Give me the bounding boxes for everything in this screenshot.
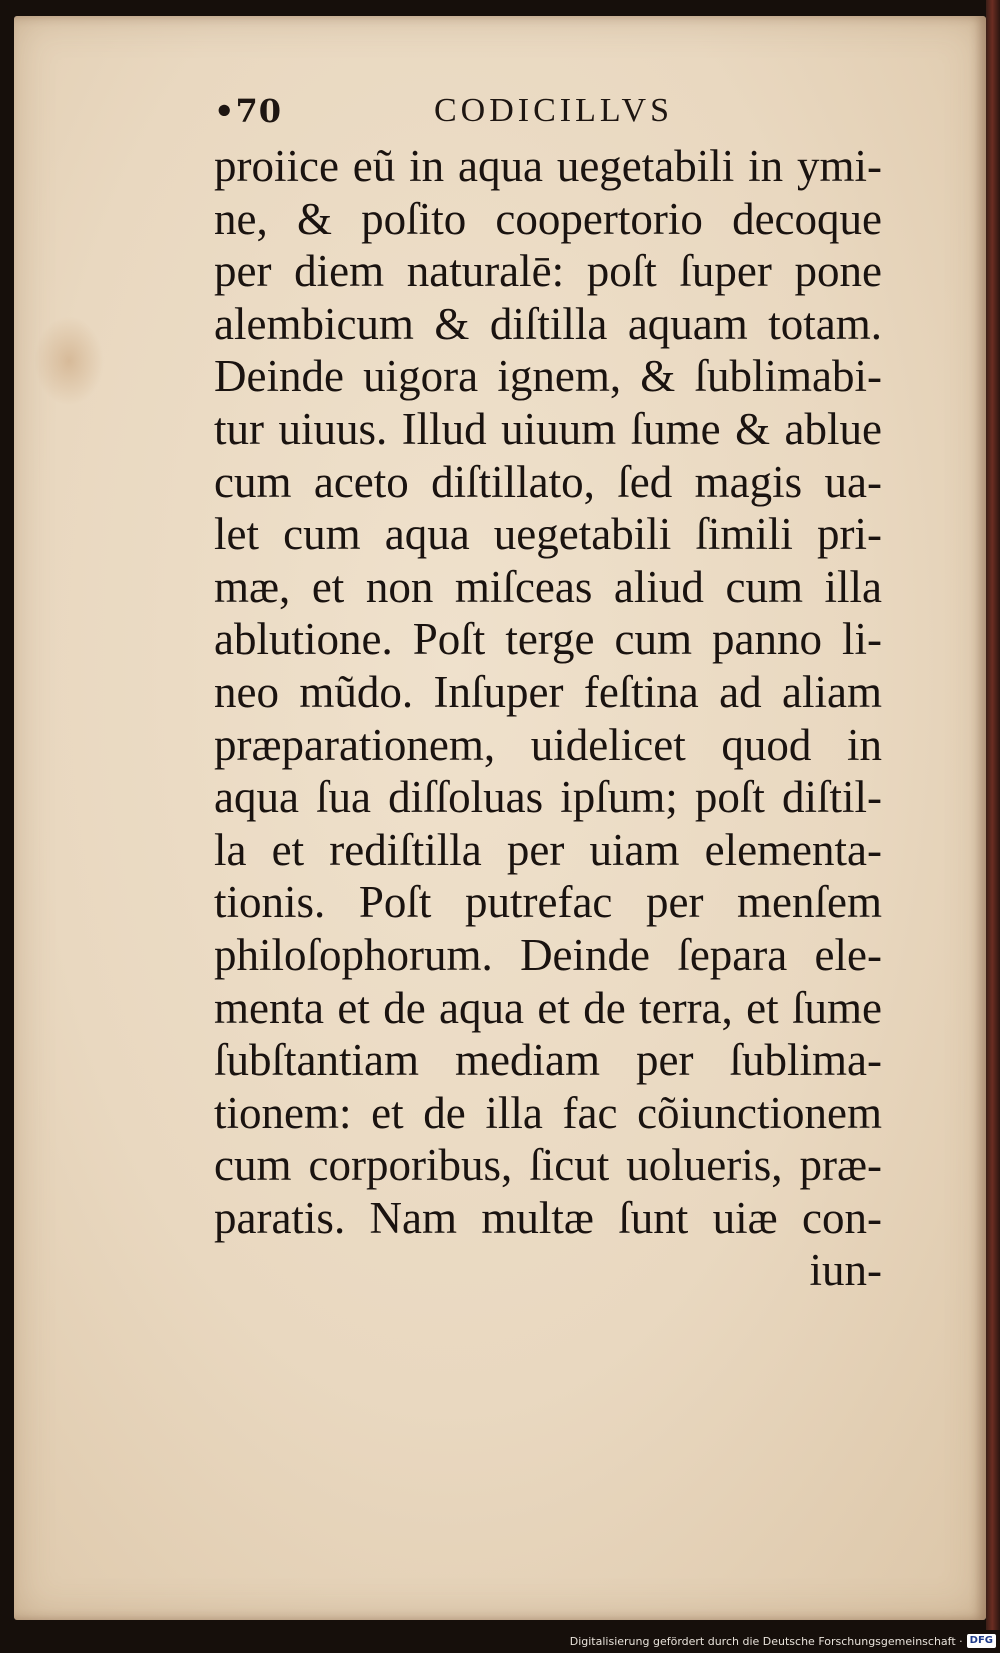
digitization-credit xyxy=(570,1633,996,1649)
text-line: cum corporibus, ſicut uolueris, præ- xyxy=(214,1140,882,1191)
text-line: la et rediſtilla per uiam elementa- xyxy=(214,824,882,875)
text-line: alembicum & diſtilla aquam totam. xyxy=(214,298,882,349)
text-line: præparationem, uidelicet quod in xyxy=(214,719,882,770)
text-line: proiice eũ in aqua uegetabili in ymi- xyxy=(214,141,882,191)
text-line: let cum aqua uegetabili ſimili pri- xyxy=(214,509,882,560)
text-line: neo mũdo. Inſuper feſtina ad aliam xyxy=(214,666,882,717)
text-line: Deinde uigora ignem, & ſublimabi- xyxy=(214,351,882,402)
text-line: ne, & poſito coopertorio decoque xyxy=(214,193,882,244)
credit-text: Digitalisierung gefördert durch die Deutsche Forschungsgemeinschaft · xyxy=(569,1634,963,1648)
running-head: CODICILLVS xyxy=(434,92,673,129)
text-line: ſubſtantiam mediam per ſublima- xyxy=(214,1035,882,1086)
catchword: iun- xyxy=(809,1245,882,1296)
text-line: mæ, et non miſceas aliud cum illa xyxy=(214,561,882,612)
text-line: paratis. Nam multæ ſunt uiæ con- xyxy=(214,1192,882,1243)
text-line: aqua ſua diſſoluas ipſum; poſt diſtil- xyxy=(214,772,882,823)
page-number: •70 xyxy=(214,92,282,130)
book-edge xyxy=(986,0,1000,1630)
text-line: ablutione. Poſt terge cum panno li- xyxy=(214,614,882,665)
dfg-logo: DFG xyxy=(967,1634,996,1648)
text-line: tionem: et de illa fac cõiunctionem xyxy=(214,1087,882,1138)
text-line: menta et de aqua et de terra, et ſume xyxy=(214,982,882,1033)
text-line: cum aceto diſtillato, ſed magis ua- xyxy=(214,456,882,507)
body-text xyxy=(214,140,882,1297)
page-header xyxy=(214,86,734,136)
paper-stain xyxy=(34,316,104,406)
text-line: philoſophorum. Deinde ſepara ele- xyxy=(214,929,882,980)
text-line: tur uiuus. Illud uiuum ſume & ablue xyxy=(214,403,882,454)
text-line: per diem naturalē: poſt ſuper pone xyxy=(214,246,882,297)
text-line: tionis. Poſt putrefac per menſem xyxy=(214,877,882,928)
